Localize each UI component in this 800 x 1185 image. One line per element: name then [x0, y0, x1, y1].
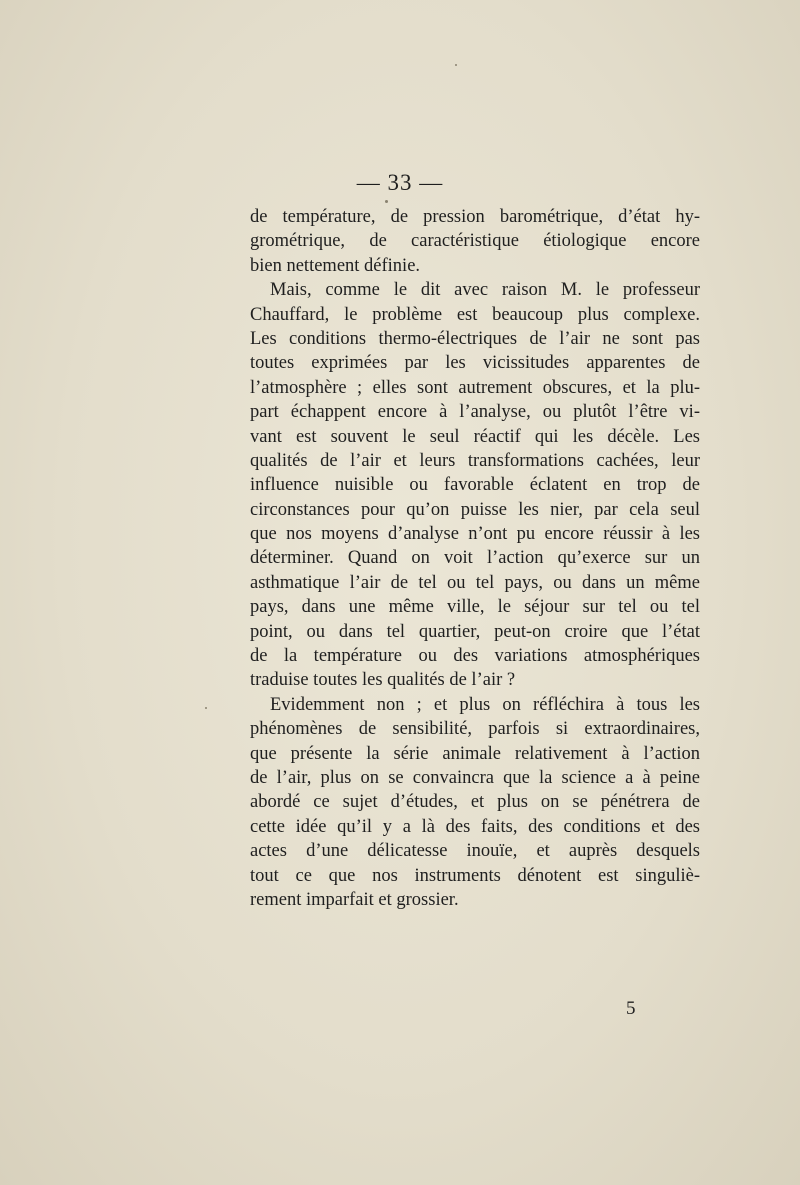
- text-line: que nos moyens d’analyse n’ont pu encore réussir à les: [250, 524, 700, 545]
- text-line: tout ce que nos instruments dénotent est singuliè-: [250, 865, 700, 886]
- text-line: abordé ce sujet d’études, et plus on se pénétrera de: [250, 792, 700, 813]
- text-line: qualités de l’air et leurs transformations cachées, leur: [250, 450, 700, 471]
- text-line: Les conditions thermo-électriques de l’air ne sont pas: [250, 328, 700, 349]
- text-line: circonstances pour qu’on puisse les nier, par cela seul: [250, 499, 700, 520]
- text-line: phénomènes de sensibilité, parfois si extraordinaires,: [250, 719, 700, 740]
- signature-mark: 5: [626, 998, 636, 1019]
- text-line: vant est souvent le seul réactif qui les décèle. Les: [250, 426, 700, 447]
- text-line: part échappent encore à l’analyse, ou plutôt l’être vi-: [250, 402, 700, 423]
- text-line: de température, de pression barométrique, d’état hy-: [250, 207, 700, 227]
- text-line: cette idée qu’il y a là des faits, des conditions et des: [250, 816, 700, 837]
- text-line: asthmatique l’air de tel ou tel pays, ou dans un même: [250, 572, 700, 593]
- text-line: traduise toutes les qualités de l’air ?: [250, 670, 516, 691]
- ink-speck: [205, 707, 207, 709]
- text-line: de la température ou des variations atmosphériques: [250, 646, 700, 667]
- text-line: actes d’une délicatesse inouïe, et auprès desquels: [250, 841, 700, 862]
- text-line: point, ou dans tel quartier, peut-on croire que l’état: [250, 621, 700, 642]
- body-text: [250, 205, 700, 912]
- text-line: que présente la série animale relativement à l’action: [250, 743, 700, 764]
- text-line: Chauffard, le problème est beaucoup plus complexe.: [250, 304, 700, 325]
- text-line: pays, dans une même ville, le séjour sur tel ou tel: [250, 597, 700, 618]
- text-line: rement imparfait et grossier.: [250, 889, 459, 910]
- ink-speck: [455, 64, 457, 66]
- paragraph: [250, 205, 700, 278]
- text-line: toutes exprimées par les vicissitudes apparentes de: [250, 353, 700, 374]
- text-line: de l’air, plus on se convaincra que la science a à peine: [250, 767, 700, 788]
- text-line: déterminer. Quand on voit l’action qu’exerce sur un: [250, 548, 700, 569]
- ink-speck: [385, 200, 388, 203]
- text-line: Mais, comme le dit avec raison M. le professeur: [270, 280, 700, 301]
- paragraph: [250, 278, 700, 693]
- paragraph: [250, 693, 700, 913]
- text-line: influence nuisible ou favorable éclatent en trop de: [250, 475, 700, 496]
- text-line: bien nettement définie.: [250, 255, 421, 276]
- page-number-header: — 33 —: [356, 170, 444, 195]
- text-line: l’atmosphère ; elles sont autrement obscures, et la plu-: [250, 377, 700, 398]
- text-line: Evidemment non ; et plus on réfléchira à tous les: [270, 694, 700, 715]
- text-line: grométrique, de caractéristique étiologique encore: [250, 231, 700, 252]
